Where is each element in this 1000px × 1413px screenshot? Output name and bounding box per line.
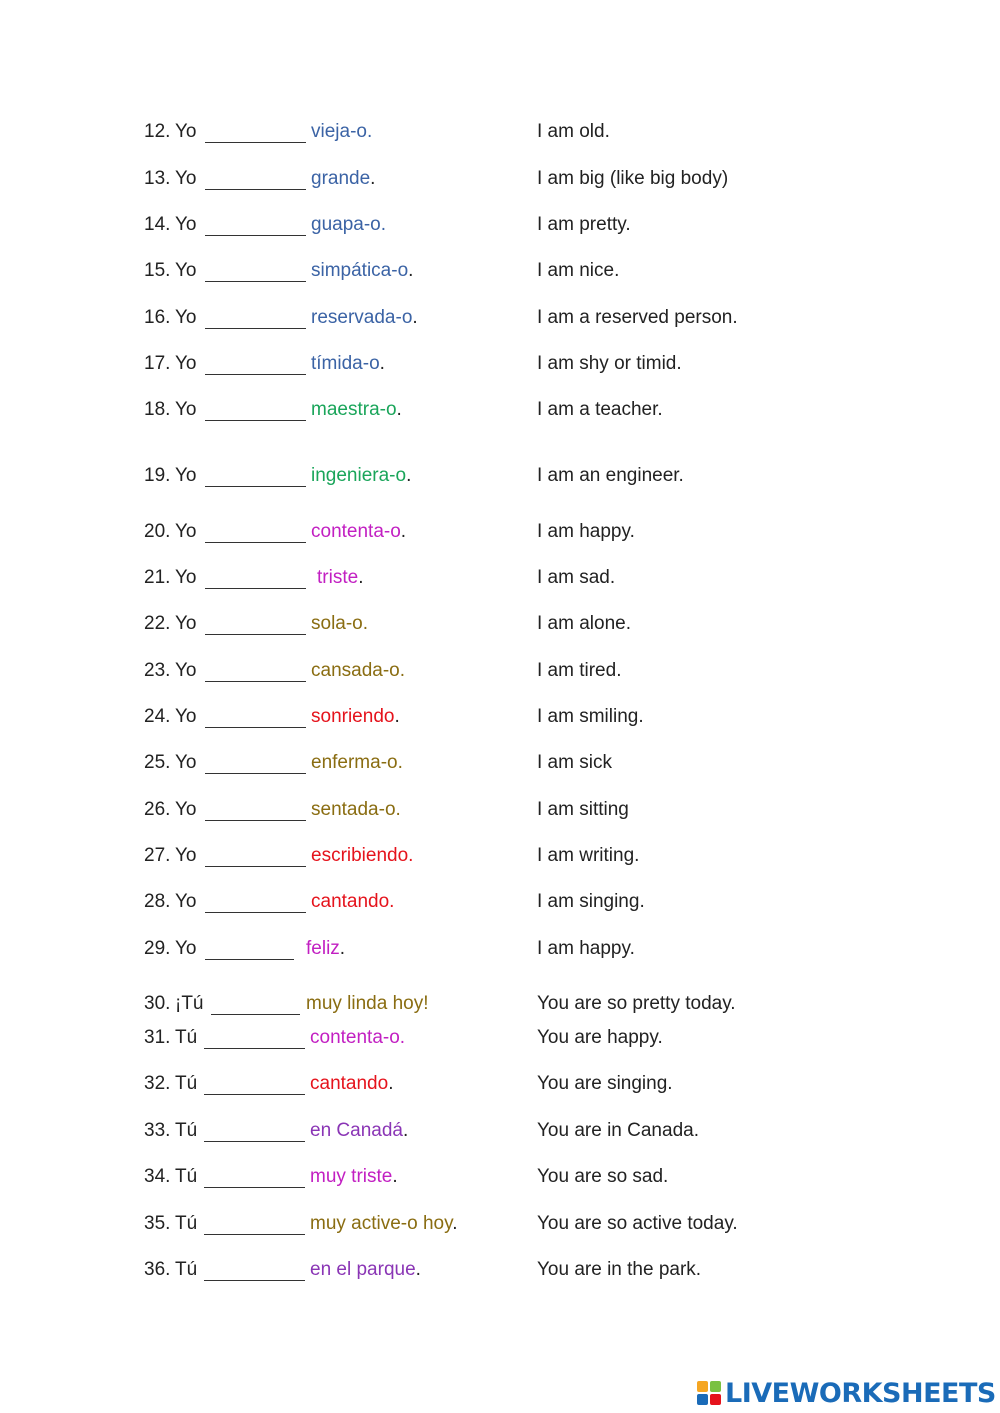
item-translation: I am tired. <box>537 660 622 681</box>
item-prompt-word: en el parque <box>310 1259 416 1280</box>
item-prompt-word: sentada-o. <box>311 799 401 820</box>
item-translation: I am sitting <box>537 799 629 820</box>
worksheet-item <box>0 752 1000 778</box>
item-number: 13. <box>144 168 171 189</box>
answer-blank[interactable] <box>205 609 306 635</box>
answer-blank[interactable] <box>205 656 306 682</box>
answer-blank[interactable] <box>205 795 306 821</box>
item-translation: I am sick <box>537 752 612 773</box>
item-translation: I am a reserved person. <box>537 307 738 328</box>
worksheet-item <box>0 465 1000 491</box>
item-prompt-punct: . <box>370 168 376 189</box>
item-prompt-word: reservada-o <box>311 307 413 328</box>
item-subject: Tú <box>175 1166 198 1187</box>
worksheet-item <box>0 1027 1000 1053</box>
answer-blank[interactable] <box>204 1116 305 1142</box>
item-prompt <box>310 1213 457 1235</box>
item-translation: You are singing. <box>537 1073 673 1094</box>
item-number: 31. <box>144 1027 171 1048</box>
item-prompt-word: en Canadá <box>310 1120 403 1141</box>
item-number: 32. <box>144 1073 171 1094</box>
item-translation: I am alone. <box>537 613 631 634</box>
item-prompt-punct: . <box>412 307 418 328</box>
item-subject: Yo <box>175 706 197 727</box>
item-translation: I am pretty. <box>537 214 631 235</box>
item-prompt-punct: . <box>379 353 385 374</box>
item-number: 23. <box>144 660 171 681</box>
item-number: 17. <box>144 353 171 374</box>
item-subject: Yo <box>175 891 197 912</box>
worksheet-item <box>0 613 1000 639</box>
worksheet-item <box>0 706 1000 732</box>
item-prompt-punct: . <box>358 567 364 588</box>
item-prompt-word: enferma-o. <box>311 752 403 773</box>
item-number: 20. <box>144 521 171 542</box>
item-number: 19. <box>144 465 171 486</box>
answer-blank[interactable] <box>211 989 300 1015</box>
item-subject: Tú <box>175 1259 198 1280</box>
worksheet-item <box>0 799 1000 825</box>
answer-blank[interactable] <box>205 887 306 913</box>
item-translation: You are so pretty today. <box>537 993 736 1014</box>
item-prompt <box>310 1073 393 1095</box>
item-prompt-word: guapa-o. <box>311 214 387 235</box>
item-prompt-punct: . <box>402 1120 409 1141</box>
worksheet-item <box>0 168 1000 194</box>
item-prompt <box>310 1027 405 1049</box>
item-prompt <box>311 214 386 236</box>
item-number: 18. <box>144 399 171 420</box>
item-prompt-word: escribiendo. <box>311 845 414 866</box>
item-prompt-word: vieja-o. <box>311 121 373 142</box>
item-subject: Yo <box>175 938 197 959</box>
item-prompt <box>306 993 429 1015</box>
item-prompt <box>310 1259 421 1281</box>
item-prompt-word: contenta-o. <box>310 1027 406 1048</box>
answer-blank[interactable] <box>205 395 306 421</box>
item-prompt <box>311 465 411 487</box>
item-prompt <box>311 752 403 774</box>
item-prompt-punct: . <box>339 938 346 959</box>
item-subject: Yo <box>175 752 197 773</box>
item-translation: I am a teacher. <box>537 399 663 420</box>
item-prompt-word: maestra-o <box>311 399 397 420</box>
answer-blank[interactable] <box>205 841 306 867</box>
item-number: 30. <box>144 993 171 1014</box>
item-prompt <box>311 353 385 375</box>
worksheet-item <box>0 353 1000 379</box>
answer-blank[interactable] <box>205 256 306 282</box>
item-subject: Yo <box>175 168 197 189</box>
item-prompt-word: tímida-o <box>311 353 380 374</box>
answer-blank[interactable] <box>205 748 306 774</box>
answer-blank[interactable] <box>205 303 306 329</box>
worksheet-item <box>0 1073 1000 1099</box>
item-number: 14. <box>144 214 171 235</box>
item-translation: I am an engineer. <box>537 465 684 486</box>
item-prompt <box>311 706 400 728</box>
item-number: 26. <box>144 799 171 820</box>
answer-blank[interactable] <box>204 1162 305 1188</box>
item-prompt <box>311 613 368 635</box>
answer-blank[interactable] <box>205 934 294 960</box>
worksheet-item <box>0 938 1000 964</box>
item-number: 35. <box>144 1213 171 1234</box>
item-prompt <box>311 307 418 329</box>
item-prompt-word: triste <box>317 567 359 588</box>
item-prompt <box>310 1120 408 1142</box>
worksheet-item <box>0 1213 1000 1239</box>
worksheet-item <box>0 214 1000 240</box>
liveworksheets-logo-icon <box>697 1381 721 1405</box>
worksheet-item <box>0 121 1000 147</box>
worksheet-item <box>0 845 1000 871</box>
answer-blank[interactable] <box>204 1023 305 1049</box>
item-prompt <box>311 799 401 821</box>
item-translation: I am old. <box>537 121 610 142</box>
worksheet-item <box>0 1120 1000 1146</box>
item-number: 25. <box>144 752 171 773</box>
answer-blank[interactable] <box>205 702 306 728</box>
item-subject: Yo <box>175 845 197 866</box>
item-translation: You are in Canada. <box>537 1120 699 1141</box>
item-translation: I am shy or timid. <box>537 353 682 374</box>
item-number: 34. <box>144 1166 171 1187</box>
worksheet-item <box>0 399 1000 425</box>
item-prompt-word: cantando. <box>311 891 395 912</box>
answer-blank[interactable] <box>205 349 306 375</box>
item-number: 16. <box>144 307 171 328</box>
answer-blank[interactable] <box>205 563 306 589</box>
worksheet-item <box>0 567 1000 593</box>
item-prompt-word: grande <box>311 168 371 189</box>
item-translation: I am happy. <box>537 521 635 542</box>
item-prompt-punct: . <box>394 706 400 727</box>
item-prompt-punct: . <box>388 1073 394 1094</box>
item-subject: Yo <box>175 465 197 486</box>
item-translation: I am singing. <box>537 891 645 912</box>
worksheet-item <box>0 891 1000 917</box>
worksheet-item <box>0 307 1000 333</box>
item-subject: Yo <box>175 121 197 142</box>
worksheet-item <box>0 260 1000 286</box>
item-prompt-punct: . <box>396 399 402 420</box>
item-number: 36. <box>144 1259 171 1280</box>
item-prompt <box>311 399 402 421</box>
item-translation: I am happy. <box>537 938 635 959</box>
item-prompt-word: muy triste <box>310 1166 393 1187</box>
item-translation: I am writing. <box>537 845 640 866</box>
item-translation: You are so sad. <box>537 1166 669 1187</box>
item-prompt <box>311 260 413 282</box>
item-number: 22. <box>144 613 171 634</box>
item-prompt-word: muy linda hoy! <box>306 993 429 1014</box>
answer-blank[interactable] <box>204 1069 305 1095</box>
item-number: 33. <box>144 1120 171 1141</box>
item-prompt-word: feliz <box>306 938 340 959</box>
answer-blank[interactable] <box>205 164 306 190</box>
item-prompt-word: ingeniera-o <box>311 465 407 486</box>
item-translation: You are so active today. <box>537 1213 738 1234</box>
item-subject: Yo <box>175 799 197 820</box>
item-prompt-punct: . <box>415 1259 421 1280</box>
worksheet-item <box>0 521 1000 547</box>
liveworksheets-logo <box>697 1376 996 1410</box>
item-prompt <box>311 660 405 682</box>
item-subject: Yo <box>175 660 197 681</box>
answer-blank[interactable] <box>205 117 306 143</box>
item-subject: Yo <box>175 567 197 588</box>
item-prompt-word: simpática-o <box>311 260 409 281</box>
worksheet-item <box>0 660 1000 686</box>
item-prompt <box>311 121 372 143</box>
item-translation: You are in the park. <box>537 1259 702 1280</box>
item-prompt <box>306 938 345 960</box>
item-subject: Yo <box>175 521 197 542</box>
item-prompt <box>311 891 394 913</box>
item-subject: Yo <box>175 399 197 420</box>
item-prompt <box>311 168 375 190</box>
item-subject: ¡Tú <box>175 993 204 1014</box>
answer-blank[interactable] <box>205 517 306 543</box>
item-prompt-punct: . <box>452 1213 458 1234</box>
item-prompt <box>317 567 363 589</box>
item-subject: Tú <box>175 1073 198 1094</box>
item-prompt-word: muy active-o hoy <box>310 1213 453 1234</box>
answer-blank[interactable] <box>205 461 306 487</box>
item-number: 29. <box>144 938 171 959</box>
item-prompt-punct: . <box>400 521 407 542</box>
item-translation: I am big (like big body) <box>537 168 729 189</box>
item-translation: I am sad. <box>537 567 616 588</box>
item-prompt-word: cansada-o. <box>311 660 406 681</box>
item-translation: You are happy. <box>537 1027 663 1048</box>
item-number: 12. <box>144 121 171 142</box>
item-subject: Yo <box>175 307 197 328</box>
item-subject: Tú <box>175 1027 198 1048</box>
item-subject: Yo <box>175 613 197 634</box>
answer-blank[interactable] <box>204 1255 305 1281</box>
item-subject: Tú <box>175 1213 198 1234</box>
item-subject: Yo <box>175 214 197 235</box>
item-prompt-word: cantando <box>310 1073 389 1094</box>
worksheet-item <box>0 993 1000 1019</box>
item-prompt-punct: . <box>406 465 412 486</box>
liveworksheets-logo-text: LIVEWORKSHEETS <box>725 1377 996 1409</box>
item-prompt <box>311 845 413 867</box>
item-prompt-punct: . <box>392 1166 398 1187</box>
item-prompt-punct: . <box>408 260 414 281</box>
item-number: 21. <box>144 567 171 588</box>
answer-blank[interactable] <box>205 210 306 236</box>
item-subject: Yo <box>175 353 197 374</box>
item-number: 28. <box>144 891 171 912</box>
item-number: 15. <box>144 260 171 281</box>
item-prompt-word: contenta-o <box>311 521 401 542</box>
item-number: 27. <box>144 845 171 866</box>
item-prompt-word: sonriendo <box>311 706 395 727</box>
answer-blank[interactable] <box>204 1209 305 1235</box>
item-translation: I am smiling. <box>537 706 644 727</box>
item-subject: Tú <box>175 1120 198 1141</box>
item-translation: I am nice. <box>537 260 620 281</box>
item-number: 24. <box>144 706 171 727</box>
worksheet-item <box>0 1259 1000 1285</box>
item-prompt <box>310 1166 398 1188</box>
item-prompt-word: sola-o. <box>311 613 369 634</box>
item-prompt <box>311 521 406 543</box>
item-subject: Yo <box>175 260 197 281</box>
worksheet-item <box>0 1166 1000 1192</box>
